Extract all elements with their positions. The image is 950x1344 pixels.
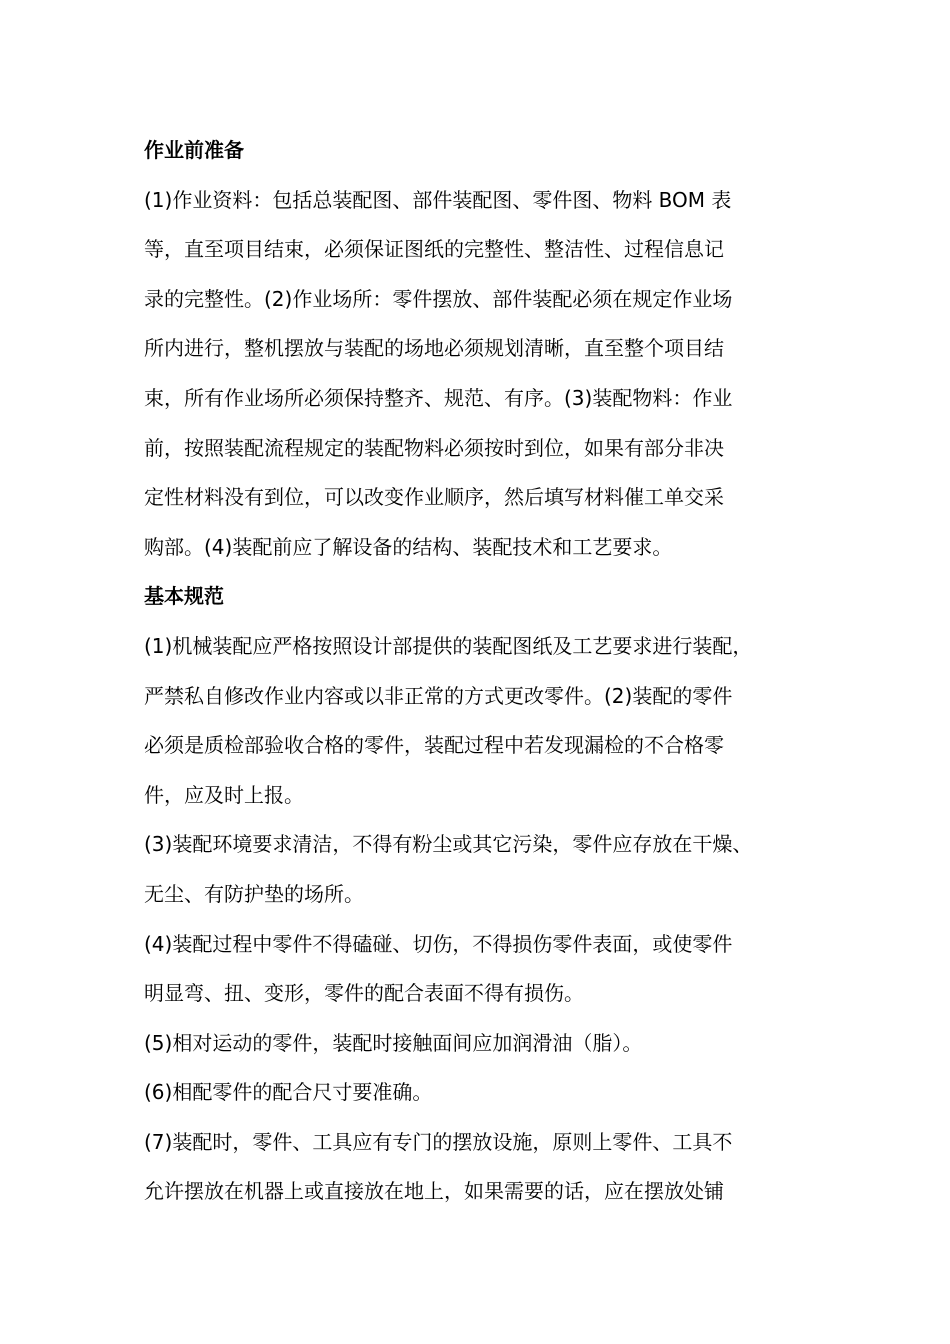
paragraph-line: 必须是质检部验收合格的零件，装配过程中若发现漏检的不合格零	[144, 733, 724, 758]
section-heading-preparation: 作业前准备	[144, 138, 244, 162]
section-heading-basic-rules: 基本规范	[144, 584, 224, 609]
paragraph-line: 允许摆放在机器上或直接放在地上，如果需要的话，应在摆放处铺	[144, 1179, 724, 1204]
paragraph-line: 件，应及时上报。	[144, 782, 304, 807]
paragraph-line: (5)相对运动的零件，装配时接触面间应加润滑油（脂）。	[144, 1030, 643, 1055]
paragraph-line: 录的完整性。(2)作业场所：零件摆放、部件装配必须在规定作业场	[144, 286, 733, 311]
paragraph-line: 所内进行，整机摆放与装配的场地必须规划清晰，直至整个项目结	[144, 336, 724, 361]
paragraph-line: 购部。(4)装配前应了解设备的结构、装配技术和工艺要求。	[144, 534, 673, 559]
paragraph-line: (3)装配环境要求清洁，不得有粉尘或其它污染，零件应存放在干燥、	[144, 832, 753, 857]
paragraph-line: (1)作业资料：包括总装配图、部件装配图、零件图、物料 BOM 表	[144, 187, 732, 212]
paragraph-line: (7)装配时，零件、工具应有专门的摆放设施，原则上零件、工具不	[144, 1129, 733, 1154]
paragraph-line: (4)装配过程中零件不得磕碰、切伤，不得损伤零件表面，或使零件	[144, 931, 733, 956]
paragraph-line: 束，所有作业场所必须保持整齐、规范、有序。(3)装配物料：作业	[144, 385, 733, 410]
paragraph-line: (6)相配零件的配合尺寸要准确。	[144, 1080, 433, 1105]
document-page	[144, 126, 834, 1217]
paragraph-line: 无尘、有防护垫的场所。	[144, 881, 364, 906]
paragraph-line: 定性材料没有到位，可以改变作业顺序，然后填写材料催工单交采	[144, 485, 724, 510]
paragraph-line: 前，按照装配流程规定的装配物料必须按时到位，如果有部分非决	[144, 435, 724, 460]
paragraph-line: (1)机械装配应严格按照设计部提供的装配图纸及工艺要求进行装配，	[144, 633, 753, 658]
paragraph-line: 明显弯、扭、变形，零件的配合表面不得有损伤。	[144, 981, 584, 1006]
paragraph-line: 等，直至项目结束，必须保证图纸的完整性、整洁性、过程信息记	[144, 237, 724, 262]
paragraph-line: 严禁私自修改作业内容或以非正常的方式更改零件。(2)装配的零件	[144, 683, 733, 708]
